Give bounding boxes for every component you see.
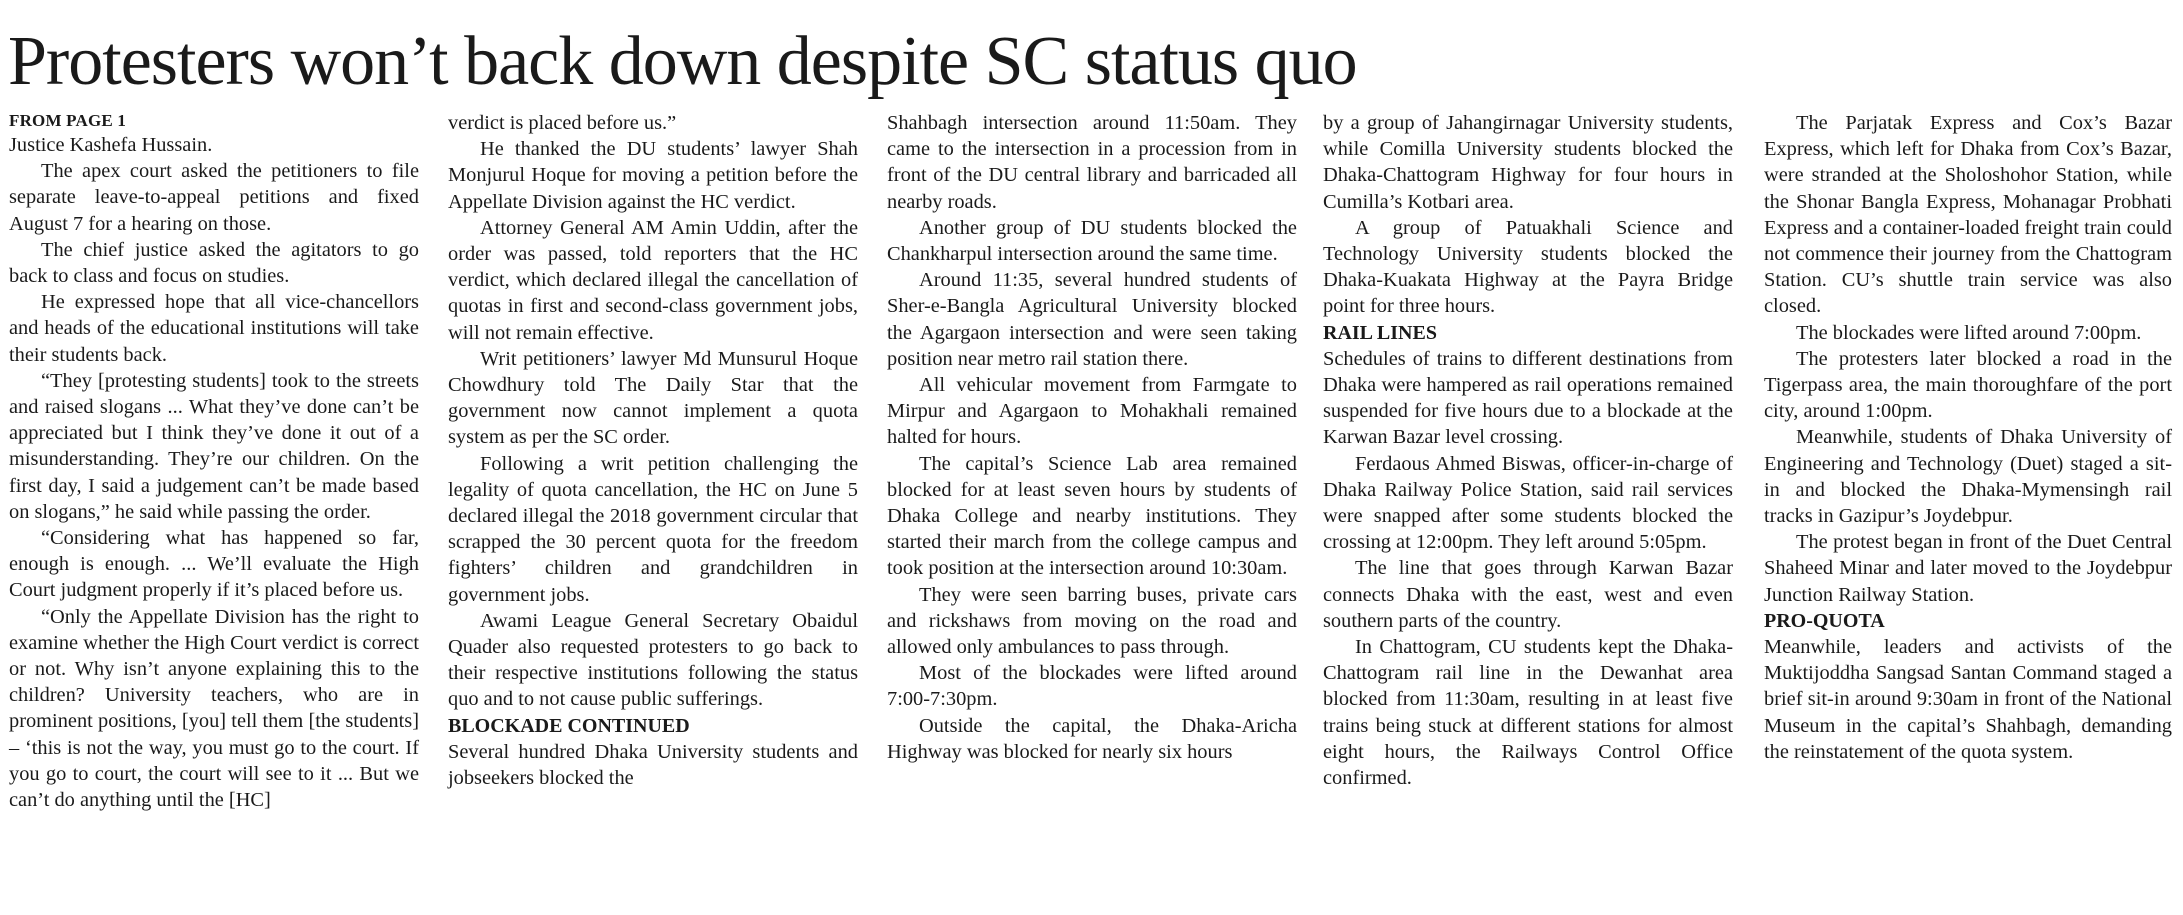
paragraph: He expressed hope that all vice-chancellors and heads of the educational institutions will take their students back. — [9, 291, 419, 366]
paragraph: Around 11:35, several hundred students of Sher-e-Bangla Agricultural University blocked the Agargaon intersection and were seen taking position near metro rail station there. — [887, 269, 1297, 370]
paragraph: Meanwhile, leaders and activists of the Muktijoddha Sangsad Santan Command staged a brief sit-in around 9:30am in front of the National Museum in the capital’s Shahbagh, demanding the reinstatement of the quota system. — [1764, 636, 2172, 763]
paragraph: The apex court asked the petitioners to file separate leave-to-appeal petitions and fixed August 7 for a hearing on those. — [9, 160, 419, 235]
paragraph: Another group of DU students blocked the Chankharpul intersection around the same time. — [887, 216, 1297, 266]
paragraph: In Chattogram, CU students kept the Dhaka-Chattogram rail line in the Dewanhat area blocked from 11:30am, resulting in at least five trains being stuck at different stations for almost eight hours, the Railways Control Office confirmed. — [1323, 636, 1733, 790]
paragraph: verdict is placed before us.” — [448, 112, 677, 134]
kicker: FROM PAGE 1 — [9, 111, 127, 130]
column-4 — [1323, 110, 1733, 791]
paragraph: Writ petitioners’ lawyer Md Munsurul Hoque Chowdhury told The Daily Star that the government now cannot implement a quota system as per the SC order. — [448, 347, 858, 449]
paragraph: “They [protesting students] took to the streets and raised slogans ... What they’ve done can’t be appreciated but I think they’ve done it out of a misunderstanding. They’re our children. On the first day, I said a judgement can’t be made based on slogans,” he said while passing the order. — [9, 369, 419, 523]
paragraph: The blockades were lifted around 7:00pm. — [1796, 321, 2142, 344]
paragraph: All vehicular movement from Farmgate to Mirpur and Agargaon to Mohakhali remained halted for hours. — [887, 374, 1297, 449]
paragraph: The line that goes through Karwan Bazar connects Dhaka with the east, west and even southern parts of the country. — [1323, 557, 1733, 632]
paragraph: A group of Patuakhali Science and Technology University students blocked the Dhaka-Kuakata Highway at the Payra Bridge point for three hours. — [1323, 216, 1733, 318]
article-body — [0, 110, 2183, 910]
paragraph: Schedules of trains to different destinations from Dhaka were hampered as rail operations remained suspended for five hours due to a blockade at the Karwan Bazar level crossing. — [1323, 347, 1733, 449]
column-3 — [887, 110, 1297, 765]
paragraph: The protest began in front of the Duet Central Shaheed Minar and later moved to the Joydebpur Junction Railway Station. — [1764, 531, 2172, 606]
paragraph: The chief justice asked the agitators to go back to class and focus on studies. — [9, 238, 419, 288]
column-5 — [1764, 110, 2172, 765]
paragraph: Several hundred Dhaka University students and jobseekers blocked the — [448, 740, 858, 790]
headline: Protesters won’t back down despite SC status quo — [8, 23, 1357, 100]
column-1 — [9, 110, 419, 813]
paragraph: by a group of Jahangirnagar University students, while Comilla University students blocked the Dhaka-Chattogram Highway for four hours in Cumilla’s Kotbari area. — [1323, 112, 1733, 213]
subhead-blockade-continued: BLOCKADE CONTINUED — [448, 714, 690, 737]
column-2 — [448, 110, 858, 791]
paragraph: Attorney General AM Amin Uddin, after the order was passed, told reporters that the HC verdict, which declared illegal the cancellation of quotas in first and second-class government jobs, will not remain effective. — [448, 216, 858, 344]
paragraph: “Only the Appellate Division has the right to examine whether the High Court verdict is correct or not. Why isn’t anyone explaining this to the children? University teachers, who are in prominent positions, [you] tell them [the students] – ‘this is not the way, you must go to the court. If you go to court, the court will see to it ... But we can’t do anything until the [HC] — [9, 605, 419, 812]
paragraph: Outside the capital, the Dhaka-Aricha Highway was blocked for nearly six hours — [887, 714, 1297, 763]
paragraph: Justice Kashefa Hussain. — [9, 134, 213, 156]
paragraph: He thanked the DU students’ lawyer Shah Monjurul Hoque for moving a petition before the Appellate Division against the HC verdict. — [448, 138, 858, 213]
paragraph: “Considering what has happened so far, enough is enough. ... We’ll evaluate the High Court judgment properly if it’s placed before us. — [9, 527, 419, 602]
subhead-rail-lines: RAIL LINES — [1323, 321, 1437, 344]
paragraph: The Parjatak Express and Cox’s Bazar Express, which left for Dhaka from Cox’s Bazar, were stranded at the Sholoshohor Station, while the Shonar Bangla Express, Mohanagar Probhati Express and a container-loaded freight train could not commence their journey from the Chattogram Station. CU’s shuttle train service was also closed. — [1764, 112, 2172, 318]
paragraph: Following a writ petition challenging the legality of quota cancellation, the HC on June 5 declared illegal the 2018 government circular that scrapped the 30 percent quota for the freedom fighters’ children and grandchildren in government jobs. — [448, 452, 858, 606]
subhead-pro-quota: PRO-QUOTA — [1764, 609, 1885, 632]
paragraph: They were seen barring buses, private cars and rickshaws from moving on the road and allowed only ambulances to pass through. — [887, 583, 1297, 659]
paragraph: Shahbagh intersection around 11:50am. They came to the intersection in a procession from in front of the DU central library and barricaded all nearby roads. — [887, 112, 1297, 213]
paragraph: Awami League General Secretary Obaidul Quader also requested protesters to go back to their respective institutions following the status quo and to not cause public sufferings. — [448, 609, 858, 711]
paragraph: Meanwhile, students of Dhaka University of Engineering and Technology (Duet) staged a sit-in and blocked the Dhaka-Mymensingh rail tracks in Gazipur’s Joydebpur. — [1764, 426, 2172, 528]
paragraph: Ferdaous Ahmed Biswas, officer-in-charge of Dhaka Railway Police Station, said rail services were snapped after some students blocked the crossing at 12:00pm. They left around 5:05pm. — [1323, 452, 1733, 554]
paragraph: Most of the blockades were lifted around 7:00-7:30pm. — [887, 662, 1297, 711]
paragraph: The protesters later blocked a road in the Tigerpass area, the main thoroughfare of the port city, around 1:00pm. — [1764, 347, 2172, 423]
paragraph: The capital’s Science Lab area remained blocked for at least seven hours by students of Dhaka College and nearby institutions. They started their march from the college campus and took position at the intersection around 10:30am. — [887, 452, 1297, 580]
